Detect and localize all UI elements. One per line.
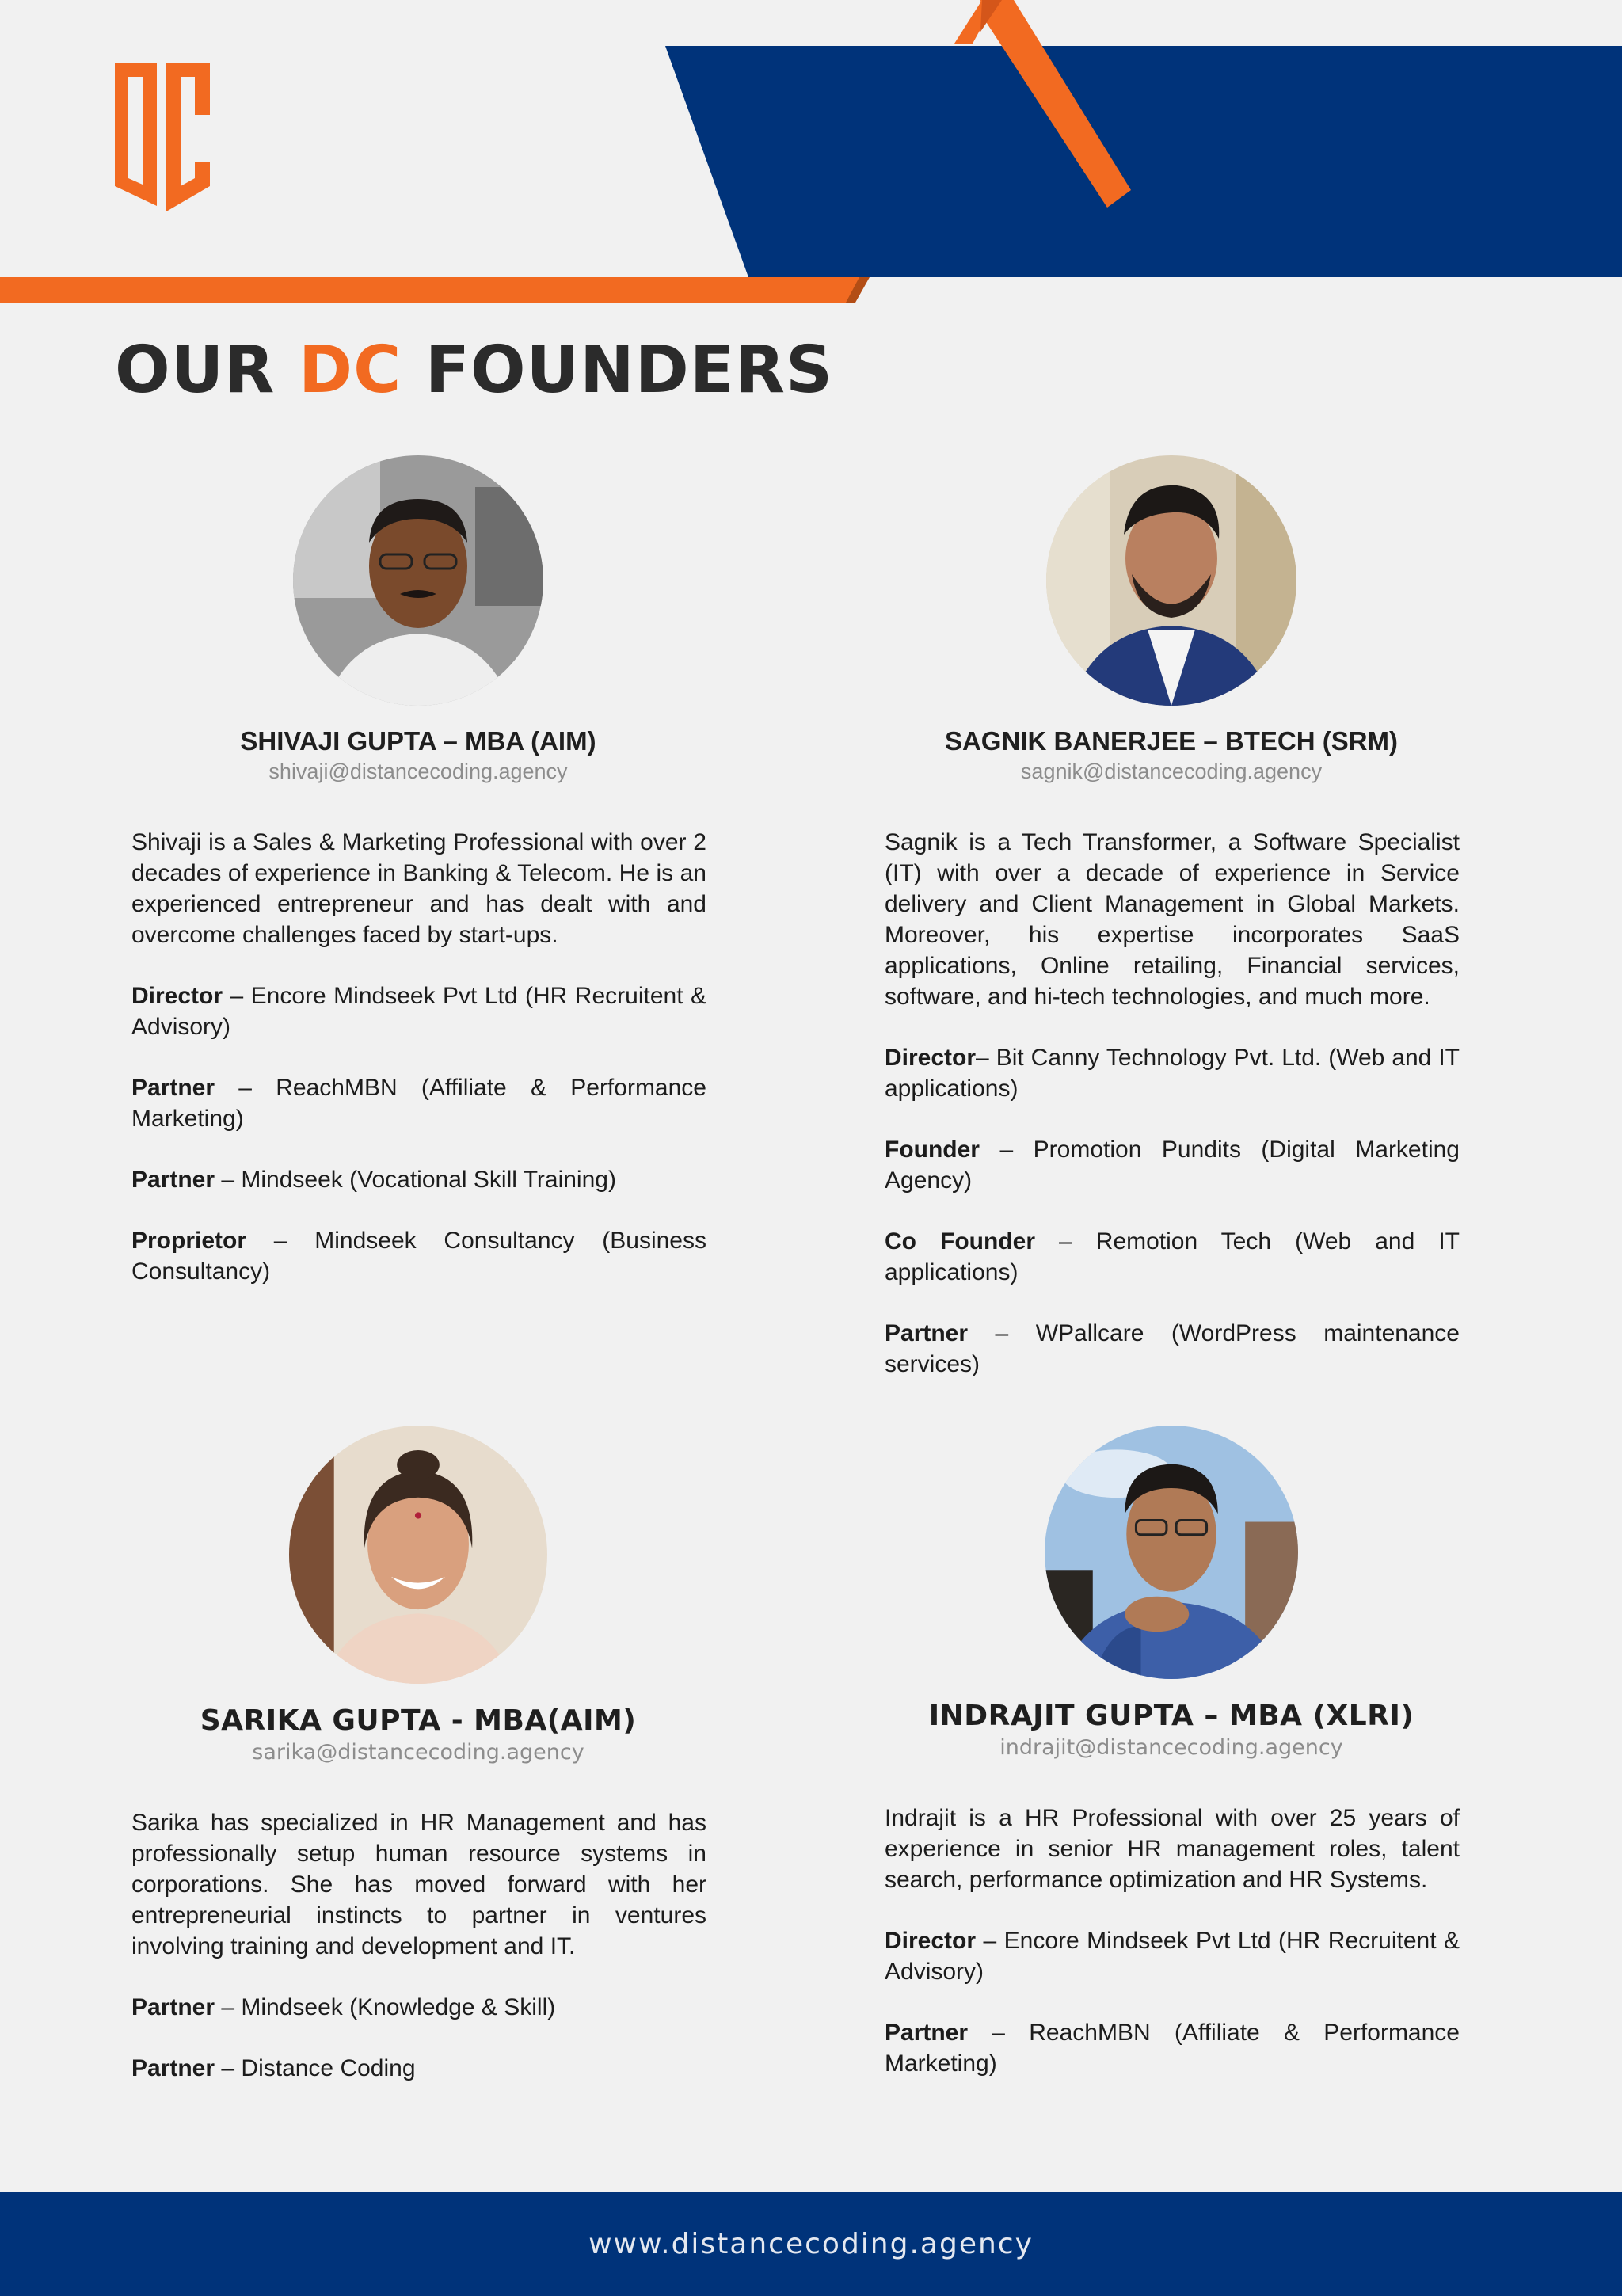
role-item: Founder – Promotion Pundits (Digital Marketing Agency) xyxy=(885,1137,1460,1194)
founder-bio: Indrajit is a HR Professional with over 25 years of experience in senior HR management roles, talent search, performance optimization and HR Systems. xyxy=(885,1805,1460,1893)
founder-roles xyxy=(131,1992,706,2084)
role-item: Partner – WPallcare (WordPress maintenance services) xyxy=(885,1320,1460,1377)
founder-name: SHIVAJI GUPTA – MBA (AIM) xyxy=(240,726,596,756)
role-item: Partner – ReachMBN (Affiliate & Performance Marketing) xyxy=(131,1075,706,1132)
role-item: Director – Encore Mindseek Pvt Ltd (HR Recruitent & Advisory) xyxy=(131,983,706,1040)
founder-bio: Sarika has specialized in HR Management and has professionally setup human resource systems in corporations. She has moved forward with her entrepreneurial instincts to partner in ventures involving training and development and IT. xyxy=(131,1810,706,1959)
role-item: Co Founder – Remotion Tech (Web and IT applications) xyxy=(885,1228,1460,1285)
header-banner xyxy=(0,0,1622,309)
footer-bar xyxy=(0,2192,1622,2296)
founder-name: INDRAJIT GUPTA – MBA (XLRI) xyxy=(928,1700,1414,1732)
role-item: Partner – Mindseek (Knowledge & Skill) xyxy=(131,1994,556,2020)
title-highlight: DC xyxy=(299,333,402,408)
role-item: Director– Bit Canny Technology Pvt. Ltd. (Web and IT applications) xyxy=(885,1045,1460,1102)
role-item: Proprietor – Mindseek Consultancy (Business Consultancy) xyxy=(131,1228,706,1285)
founder-card-sagnik xyxy=(870,455,1472,1380)
page-title xyxy=(115,333,833,408)
founder-email[interactable]: indrajit@distancecoding.agency xyxy=(999,1735,1343,1760)
founder-card-shivaji xyxy=(117,455,719,1287)
role-item: Partner – Mindseek (Vocational Skill Training) xyxy=(131,1167,616,1193)
founder-roles xyxy=(131,980,706,1287)
avatar xyxy=(293,455,543,706)
founder-name: SARIKA GUPTA - MBA(AIM) xyxy=(200,1704,637,1737)
role-item: Partner – ReachMBN (Affiliate & Performance Marketing) xyxy=(885,2020,1460,2077)
avatar xyxy=(1045,1426,1298,1679)
founder-name: SAGNIK BANERJEE – BTECH (SRM) xyxy=(944,726,1399,756)
founder-card-indrajit xyxy=(870,1426,1472,2079)
footer-website-link[interactable]: www.distancecoding.agency xyxy=(588,2228,1034,2260)
founder-bio: Shivaji is a Sales & Marketing Professional with over 2 decades of experience in Banking & Telecom. He is an experienced entrepreneur and has dealt with and overcome challenges faced by start-ups. xyxy=(131,829,706,948)
founder-email[interactable]: sagnik@distancecoding.agency xyxy=(1020,760,1323,783)
founder-email[interactable]: shivaji@distancecoding.agency xyxy=(268,760,568,783)
title-suffix: FOUNDERS xyxy=(425,333,834,408)
founder-roles xyxy=(885,1925,1460,2079)
avatar xyxy=(1046,455,1296,706)
role-item: Director – Encore Mindseek Pvt Ltd (HR Recruitent & Advisory) xyxy=(885,1928,1460,1985)
founder-card-sarika xyxy=(117,1426,719,2084)
founder-bio: Sagnik is a Tech Transformer, a Software Specialist (IT) with over a decade of experience in Service delivery and Client Management in Global Markets. Moreover, his expertise incorporates SaaS applications, Online retailing, Financial services, software, and hi-tech technologies, and much more. xyxy=(885,829,1460,1010)
avatar xyxy=(289,1426,547,1684)
role-item: Partner – Distance Coding xyxy=(131,2055,416,2081)
dc-logo xyxy=(111,59,214,218)
title-prefix: OUR xyxy=(115,333,276,408)
founder-email[interactable]: sarika@distancecoding.agency xyxy=(252,1740,584,1765)
founder-roles xyxy=(885,1042,1460,1380)
